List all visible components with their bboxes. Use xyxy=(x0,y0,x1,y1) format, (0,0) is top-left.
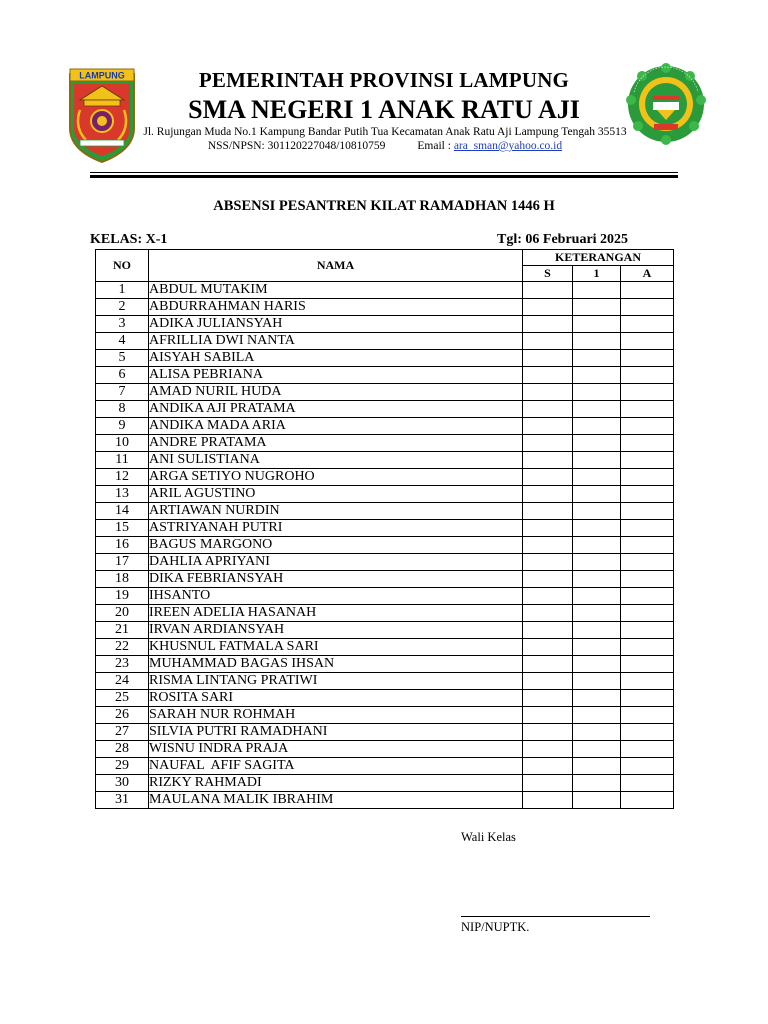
attendance-cell-s[interactable] xyxy=(523,724,573,741)
student-name: SARAH NUR ROHMAH xyxy=(149,707,523,724)
attendance-cell-i[interactable] xyxy=(573,435,621,452)
student-name: IRVAN ARDIANSYAH xyxy=(149,622,523,639)
attendance-cell-a[interactable] xyxy=(621,554,674,571)
attendance-cell-i[interactable] xyxy=(573,384,621,401)
attendance-cell-a[interactable] xyxy=(621,656,674,673)
attendance-cell-i[interactable] xyxy=(573,605,621,622)
table-row xyxy=(96,622,674,639)
table-row xyxy=(96,537,674,554)
student-name: AMAD NURIL HUDA xyxy=(149,384,523,401)
attendance-cell-s[interactable] xyxy=(523,690,573,707)
row-number: 19 xyxy=(96,588,149,605)
attendance-cell-s[interactable] xyxy=(523,384,573,401)
attendance-cell-s[interactable] xyxy=(523,401,573,418)
student-name: ARTIAWAN NURDIN xyxy=(149,503,523,520)
table-row xyxy=(96,503,674,520)
table-row xyxy=(96,758,674,775)
student-name: ANDIKA AJI PRATAMA xyxy=(149,401,523,418)
student-name: ANDIKA MADA ARIA xyxy=(149,418,523,435)
attendance-cell-i[interactable] xyxy=(573,316,621,333)
row-number: 27 xyxy=(96,724,149,741)
attendance-cell-i[interactable] xyxy=(573,299,621,316)
attendance-cell-a[interactable] xyxy=(621,571,674,588)
student-name: ROSITA SARI xyxy=(149,690,523,707)
attendance-cell-s[interactable] xyxy=(523,537,573,554)
student-name: MUHAMMAD BAGAS IHSAN xyxy=(149,656,523,673)
row-number: 20 xyxy=(96,605,149,622)
attendance-cell-a[interactable] xyxy=(621,775,674,792)
table-row xyxy=(96,741,674,758)
attendance-cell-s[interactable] xyxy=(523,520,573,537)
row-number: 22 xyxy=(96,639,149,656)
header-government: PEMERINTAH PROVINSI LAMPUNG xyxy=(198,68,570,92)
student-name: IHSANTO xyxy=(149,588,523,605)
student-name: ALISA PEBRIANA xyxy=(149,367,523,384)
student-name: ANI SULISTIANA xyxy=(149,452,523,469)
attendance-cell-a[interactable] xyxy=(621,367,674,384)
signature-line xyxy=(461,916,650,917)
attendance-cell-i[interactable] xyxy=(573,537,621,554)
table-row xyxy=(96,367,674,384)
row-number: 29 xyxy=(96,758,149,775)
attendance-cell-i[interactable] xyxy=(573,333,621,350)
attendance-cell-s[interactable] xyxy=(523,639,573,656)
table-row xyxy=(96,282,674,299)
attendance-cell-a[interactable] xyxy=(621,758,674,775)
attendance-cell-i[interactable] xyxy=(573,792,621,809)
nip-label: NIP/NUPTK. xyxy=(461,920,530,934)
attendance-cell-s[interactable] xyxy=(523,435,573,452)
student-name: RIZKY RAHMADI xyxy=(149,775,523,792)
attendance-cell-i[interactable] xyxy=(573,350,621,367)
student-name: BAGUS MARGONO xyxy=(149,537,523,554)
attendance-cell-i[interactable] xyxy=(573,588,621,605)
student-name: RISMA LINTANG PRATIWI xyxy=(149,673,523,690)
attendance-cell-i[interactable] xyxy=(573,554,621,571)
table-row xyxy=(96,639,674,656)
attendance-cell-a[interactable] xyxy=(621,588,674,605)
attendance-cell-i[interactable] xyxy=(573,486,621,503)
attendance-cell-a[interactable] xyxy=(621,299,674,316)
attendance-cell-s[interactable] xyxy=(523,469,573,486)
table-row xyxy=(96,452,674,469)
class-label: KELAS: X-1 xyxy=(90,232,168,247)
column-header-a: A xyxy=(621,266,674,282)
attendance-cell-a[interactable] xyxy=(621,333,674,350)
student-name: DAHLIA APRIYANI xyxy=(149,554,523,571)
attendance-cell-i[interactable] xyxy=(573,656,621,673)
row-number: 9 xyxy=(96,418,149,435)
table-row xyxy=(96,775,674,792)
column-header-i: 1 xyxy=(573,266,621,282)
table-row xyxy=(96,316,674,333)
homeroom-teacher-label: Wali Kelas xyxy=(461,830,516,844)
student-name: ANDRE PRATAMA xyxy=(149,435,523,452)
attendance-cell-s[interactable] xyxy=(523,350,573,367)
row-number: 13 xyxy=(96,486,149,503)
attendance-cell-i[interactable] xyxy=(573,401,621,418)
attendance-table xyxy=(95,249,674,809)
table-row xyxy=(96,384,674,401)
student-name: AISYAH SABILA xyxy=(149,350,523,367)
attendance-cell-a[interactable] xyxy=(621,520,674,537)
table-row xyxy=(96,333,674,350)
header-divider-thin xyxy=(90,172,678,173)
row-number: 24 xyxy=(96,673,149,690)
student-name: ASTRIYANAH PUTRI xyxy=(149,520,523,537)
attendance-cell-s[interactable] xyxy=(523,775,573,792)
row-number: 2 xyxy=(96,299,149,316)
column-header-no: NO xyxy=(96,250,149,282)
table-row xyxy=(96,690,674,707)
table-row xyxy=(96,588,674,605)
table-row xyxy=(96,792,674,809)
header-nss: NSS/NPSN: 301120227048/10810759 xyxy=(207,140,386,152)
attendance-cell-s[interactable] xyxy=(523,282,573,299)
row-number: 1 xyxy=(96,282,149,299)
table-row xyxy=(96,418,674,435)
attendance-cell-s[interactable] xyxy=(523,316,573,333)
attendance-cell-a[interactable] xyxy=(621,469,674,486)
student-name: ADIKA JULIANSYAH xyxy=(149,316,523,333)
attendance-cell-i[interactable] xyxy=(573,469,621,486)
student-name: SILVIA PUTRI RAMADHANI xyxy=(149,724,523,741)
attendance-cell-s[interactable] xyxy=(523,418,573,435)
attendance-cell-i[interactable] xyxy=(573,622,621,639)
student-name: ARGA SETIYO NUGROHO xyxy=(149,469,523,486)
row-number: 11 xyxy=(96,452,149,469)
attendance-cell-a[interactable] xyxy=(621,724,674,741)
email-link[interactable]: ara_sman@yahoo.co.id xyxy=(453,140,563,152)
table-row xyxy=(96,554,674,571)
row-number: 31 xyxy=(96,792,149,809)
attendance-cell-i[interactable] xyxy=(573,282,621,299)
attendance-cell-a[interactable] xyxy=(621,639,674,656)
student-name: DIKA FEBRIANSYAH xyxy=(149,571,523,588)
student-name: AFRILLIA DWI NANTA xyxy=(149,333,523,350)
attendance-cell-a[interactable] xyxy=(621,401,674,418)
header-school-name: SMA NEGERI 1 ANAK RATU AJI xyxy=(188,95,580,124)
attendance-cell-i[interactable] xyxy=(573,503,621,520)
attendance-cell-i[interactable] xyxy=(573,775,621,792)
table-row xyxy=(96,435,674,452)
table-row xyxy=(96,656,674,673)
attendance-cell-a[interactable] xyxy=(621,316,674,333)
row-number: 28 xyxy=(96,741,149,758)
attendance-cell-i[interactable] xyxy=(573,452,621,469)
attendance-cell-a[interactable] xyxy=(621,350,674,367)
student-name: IREEN ADELIA HASANAH xyxy=(149,605,523,622)
attendance-cell-i[interactable] xyxy=(573,571,621,588)
table-row xyxy=(96,571,674,588)
attendance-cell-a[interactable] xyxy=(621,673,674,690)
student-name: NAUFAL AFIF SAGITA xyxy=(149,758,523,775)
attendance-cell-a[interactable] xyxy=(621,707,674,724)
student-name: WISNU INDRA PRAJA xyxy=(149,741,523,758)
student-name: KHUSNUL FATMALA SARI xyxy=(149,639,523,656)
row-number: 23 xyxy=(96,656,149,673)
row-number: 30 xyxy=(96,775,149,792)
table-row xyxy=(96,707,674,724)
attendance-cell-s[interactable] xyxy=(523,486,573,503)
attendance-cell-i[interactable] xyxy=(573,673,621,690)
header-nss-email xyxy=(140,140,630,152)
attendance-cell-i[interactable] xyxy=(573,724,621,741)
attendance-cell-i[interactable] xyxy=(573,418,621,435)
attendance-cell-s[interactable] xyxy=(523,622,573,639)
row-number: 10 xyxy=(96,435,149,452)
row-number: 26 xyxy=(96,707,149,724)
student-name: ARIL AGUSTINO xyxy=(149,486,523,503)
row-number: 18 xyxy=(96,571,149,588)
attendance-cell-s[interactable] xyxy=(523,656,573,673)
row-number: 5 xyxy=(96,350,149,367)
student-name: ABDURRAHMAN HARIS xyxy=(149,299,523,316)
attendance-cell-a[interactable] xyxy=(621,792,674,809)
attendance-cell-a[interactable] xyxy=(621,741,674,758)
column-header-s: S xyxy=(523,266,573,282)
attendance-cell-a[interactable] xyxy=(621,384,674,401)
attendance-cell-s[interactable] xyxy=(523,588,573,605)
row-number: 6 xyxy=(96,367,149,384)
header-address: Jl. Rujungan Muda No.1 Kampung Bandar Putih Tua Kecamatan Anak Ratu Aji Lampung Tengah 35513 xyxy=(143,126,627,138)
email-label: Email : xyxy=(417,140,454,152)
attendance-cell-a[interactable] xyxy=(621,605,674,622)
header-divider-thick xyxy=(90,175,678,178)
document-title: ABSENSI PESANTREN KILAT RAMADHAN 1446 H xyxy=(213,198,555,214)
table-row xyxy=(96,299,674,316)
attendance-cell-a[interactable] xyxy=(621,418,674,435)
row-number: 14 xyxy=(96,503,149,520)
attendance-cell-s[interactable] xyxy=(523,741,573,758)
attendance-cell-s[interactable] xyxy=(523,333,573,350)
attendance-cell-s[interactable] xyxy=(523,571,573,588)
row-number: 15 xyxy=(96,520,149,537)
attendance-cell-a[interactable] xyxy=(621,486,674,503)
attendance-cell-a[interactable] xyxy=(621,622,674,639)
attendance-cell-s[interactable] xyxy=(523,367,573,384)
attendance-cell-i[interactable] xyxy=(573,758,621,775)
attendance-cell-i[interactable] xyxy=(573,690,621,707)
row-number: 25 xyxy=(96,690,149,707)
svg-text:LAMPUNG: LAMPUNG xyxy=(79,70,125,81)
row-number: 4 xyxy=(96,333,149,350)
attendance-cell-a[interactable] xyxy=(621,503,674,520)
attendance-cell-i[interactable] xyxy=(573,707,621,724)
row-number: 7 xyxy=(96,384,149,401)
attendance-cell-a[interactable] xyxy=(621,282,674,299)
column-header-nama: NAMA xyxy=(149,250,523,282)
attendance-cell-i[interactable] xyxy=(573,367,621,384)
student-name: ABDUL MUTAKIM xyxy=(149,282,523,299)
attendance-cell-s[interactable] xyxy=(523,673,573,690)
attendance-cell-s[interactable] xyxy=(523,758,573,775)
attendance-cell-s[interactable] xyxy=(523,605,573,622)
attendance-cell-s[interactable] xyxy=(523,554,573,571)
column-header-keterangan: KETERANGAN xyxy=(523,250,674,266)
attendance-cell-s[interactable] xyxy=(523,792,573,809)
attendance-cell-i[interactable] xyxy=(573,520,621,537)
table-row xyxy=(96,401,674,418)
attendance-cell-s[interactable] xyxy=(523,707,573,724)
row-number: 17 xyxy=(96,554,149,571)
attendance-cell-a[interactable] xyxy=(621,435,674,452)
date-label: Tgl: 06 Februari 2025 xyxy=(497,232,629,247)
attendance-cell-s[interactable] xyxy=(523,452,573,469)
attendance-cell-a[interactable] xyxy=(621,690,674,707)
row-number: 3 xyxy=(96,316,149,333)
table-row xyxy=(96,350,674,367)
row-number: 16 xyxy=(96,537,149,554)
attendance-cell-s[interactable] xyxy=(523,503,573,520)
row-number: 21 xyxy=(96,622,149,639)
table-row xyxy=(96,605,674,622)
attendance-cell-i[interactable] xyxy=(573,741,621,758)
table-row xyxy=(96,520,674,537)
table-row xyxy=(96,486,674,503)
row-number: 8 xyxy=(96,401,149,418)
attendance-cell-s[interactable] xyxy=(523,299,573,316)
table-row xyxy=(96,673,674,690)
table-row xyxy=(96,469,674,486)
attendance-cell-a[interactable] xyxy=(621,452,674,469)
attendance-cell-a[interactable] xyxy=(621,537,674,554)
table-row xyxy=(96,724,674,741)
attendance-cell-i[interactable] xyxy=(573,639,621,656)
student-name: MAULANA MALIK IBRAHIM xyxy=(149,792,523,809)
row-number: 12 xyxy=(96,469,149,486)
